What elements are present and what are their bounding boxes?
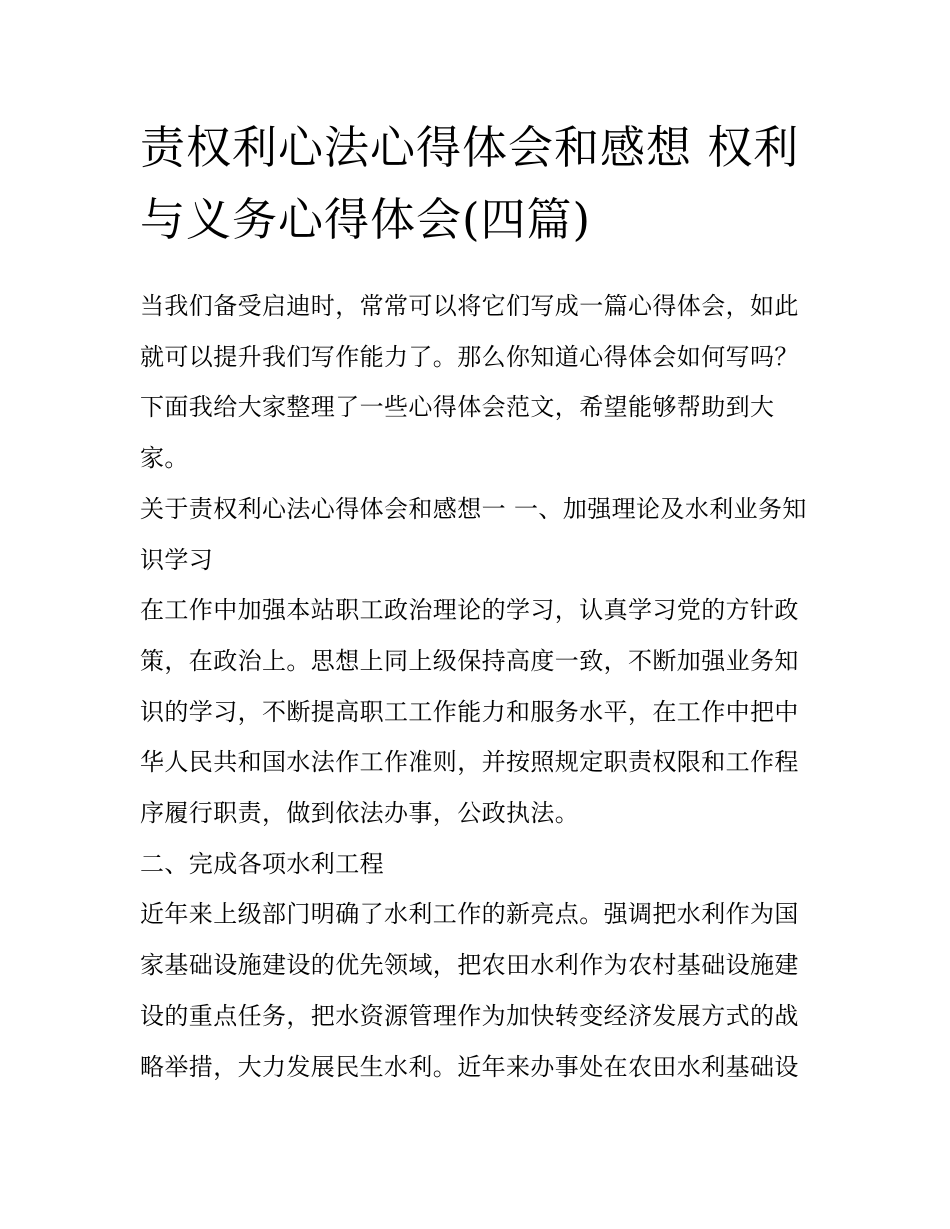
- body-paragraph-2: 近年来上级部门明确了水利工作的新亮点。强调把水利作为国家基础设施建设的优先领域，把农田水利作为农村基础设施建设的重点任务，把水资源管理作为加快转变经济发展方式的战略举措，大力发展民生水利。近年来办事处在农田水利基础设: [140, 900, 799, 1081]
- section-heading-2: 二、完成各项水利工程: [140, 849, 384, 878]
- section-heading-1: 关于责权利心法心得体会和感想一 一、加强理论及水利业务知识学习: [140, 494, 807, 574]
- intro-paragraph: 当我们备受启迪时，常常可以将它们写成一篇心得体会，如此就可以提升我们写作能力了。那么你知道心得体会如何写吗？下面我给大家整理了一些心得体会范文，希望能够帮助到大家。: [140, 292, 799, 473]
- document-body: [140, 281, 815, 1092]
- document-title: 责权利心法心得体会和感想 权利与义务心得体会(四篇): [140, 121, 800, 246]
- body-paragraph-1: 在工作中加强本站职工政治理论的学习，认真学习党的方针政策，在政治上。思想上同上级保持高度一致，不断加强业务知识的学习，不断提高职工工作能力和服务水平，在工作中把中华人民共和国水法作工作准则，并按照规定职责权限和工作程序履行职责，做到依法办事，公政执法。: [140, 596, 799, 828]
